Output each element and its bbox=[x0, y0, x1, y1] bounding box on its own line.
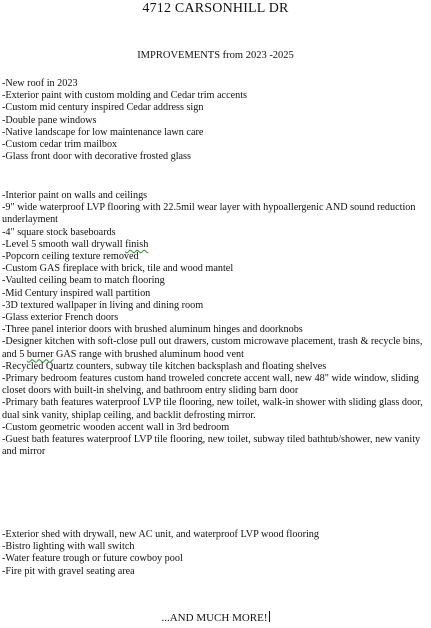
footer-text-container bbox=[0, 611, 431, 624]
list-item: -9" wide waterproof LVP flooring with 22.5mil wear layer with hypoallergenic AND sound reduction underlayment bbox=[2, 202, 416, 226]
list-item: -Bistro lighting with wall switch bbox=[2, 541, 135, 553]
list-item: -Exterior shed with drywall, new AC unit, and waterproof LVP wood flooring bbox=[2, 529, 319, 540]
list-item: -Level 5 smooth wall drywall finish bbox=[2, 238, 149, 250]
list-item: -New roof in 2023 bbox=[2, 78, 78, 89]
text-cursor bbox=[269, 611, 270, 622]
list-item: -3D textured wallpaper in living and dining room bbox=[2, 299, 204, 311]
spellcheck-underline: burner bbox=[26, 348, 54, 360]
document-title: 4712 CARSONHILL DR bbox=[142, 1, 289, 16]
list-item: -Custom GAS fireplace with brick, tile and wood mantel bbox=[2, 263, 234, 275]
list-item: -Glass exterior French doors bbox=[2, 312, 119, 324]
list-item: -Vaulted ceiling beam to match flooring bbox=[2, 275, 165, 287]
list-item: -Double pane windows bbox=[2, 114, 97, 126]
list-item: -Primary bath features waterproof LVP tile flooring, new toilet, walk-in shower with sliding glass door, dual sink vanity, shiplap ceiling, and backlit defrosting mirror. bbox=[2, 397, 423, 421]
list-item: -Native landscape for low maintenance lawn care bbox=[2, 126, 204, 138]
document-subtitle: IMPROVEMENTS from 2023 -2025 bbox=[137, 50, 294, 61]
list-item: -Primary bedroom features custom hand troweled concrete accent wall, new 48" wide window, sliding closet doors with built-in shelving, and bathroom entry sliding barn door bbox=[2, 373, 419, 397]
exterior-improvements-list bbox=[2, 78, 428, 163]
list-item: -Fire pit with gravel seating area bbox=[2, 565, 135, 577]
list-item: -Interior paint on walls and ceilings bbox=[2, 190, 148, 201]
list-item: -Designer kitchen with soft-close pull out drawers, custom microwave placement, trash & recycle bins, and 5 burner GAS range with brushed aluminum hood vent bbox=[2, 336, 423, 360]
list-item: -Recycled Quartz counters, subway tile kitchen backsplash and floating shelves bbox=[2, 360, 327, 372]
list-item: -Custom geometric wooden accent wall in 3rd bedroom bbox=[2, 421, 230, 433]
list-item: -Custom cedar trim mailbox bbox=[2, 139, 118, 151]
list-item: -Glass front door with decorative frosted glass bbox=[2, 151, 191, 163]
list-item: -Popcorn ceiling texture removed bbox=[2, 251, 139, 263]
outdoor-improvements-list bbox=[2, 529, 428, 578]
list-item: -Guest bath features waterproof LVP tile flooring, new toilet, subway tiled bathtub/shower, new vanity and mirror bbox=[2, 434, 421, 458]
list-item: -Water feature trough or future cowboy pool bbox=[2, 553, 183, 565]
footer-text: ...AND MUCH MORE! bbox=[161, 612, 268, 624]
list-item: -Exterior paint with custom molding and Cedar trim accents bbox=[2, 90, 248, 102]
list-item: -4" square stock baseboards bbox=[2, 226, 116, 238]
spellcheck-underline: finish bbox=[125, 238, 149, 250]
list-item: -Mid Century inspired wall partition bbox=[2, 287, 151, 299]
interior-improvements-list bbox=[2, 190, 428, 458]
list-item: -Custom mid century inspired Cedar address sign bbox=[2, 102, 204, 114]
list-item: -Three panel interior doors with brushed aluminum hinges and doorknobs bbox=[2, 324, 303, 336]
